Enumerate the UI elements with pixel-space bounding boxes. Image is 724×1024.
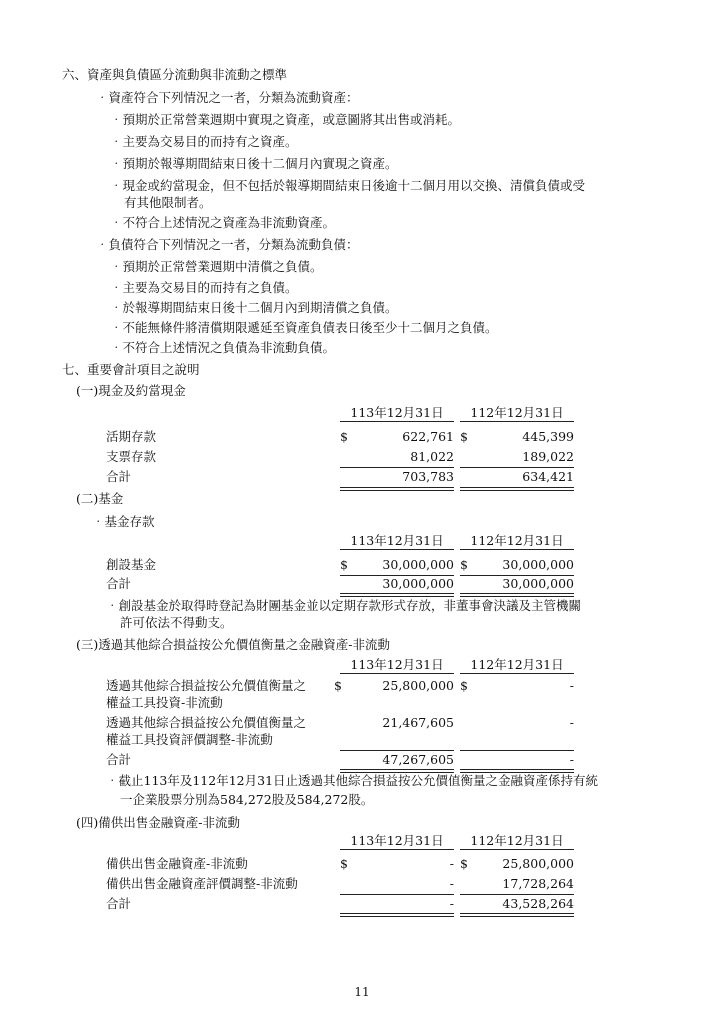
row-label: 透過其他綜合損益按公允價值衡量之: [106, 678, 307, 693]
liabilities-item: ‧不能無條件將清償期限遞延至資產負債表日後至少十二個月之負債。: [110, 320, 498, 335]
amount-cell: 17,728,264: [502, 876, 574, 891]
column-header: 113年12月31日: [340, 533, 454, 550]
column-header: 113年12月31日: [340, 657, 454, 674]
liabilities-item: ‧預期於正常營業週期中清償之負債。: [110, 259, 323, 274]
subtotal-rule: [460, 750, 574, 751]
assets-intro: ‧資產符合下列情況之一者，分類為流動資產：: [96, 90, 359, 105]
amount-cell: 25,800,000: [382, 678, 454, 693]
column-header: 113年12月31日: [340, 833, 454, 850]
total-amount: -: [569, 752, 574, 767]
liabilities-item: ‧於報導期間結束日後十二個月內到期清償之負債。: [110, 300, 398, 315]
assets-item: ‧主要為交易目的而持有之資產。: [110, 134, 298, 149]
total-amount: 47,267,605: [382, 752, 454, 767]
total-double-rule: [460, 593, 574, 597]
assets-item: ‧預期於正常營業週期中實現之資產，或意圖將其出售或消耗。: [110, 112, 461, 127]
total-amount: -: [449, 896, 454, 911]
subtotal-rule: [340, 894, 454, 895]
currency-symbol: $: [340, 429, 348, 444]
column-header: 112年12月31日: [460, 405, 574, 422]
fvoci-note: ‧截止113年及112年12月31日止透過其他綜合損益按公允價值衡量之金融資產係持有統: [106, 773, 599, 788]
row-label-continued: 權益工具投資-非流動: [106, 695, 223, 710]
total-double-rule: [460, 487, 574, 491]
currency-symbol: $: [340, 557, 348, 572]
section-6-title: 六、資產與負債區分流動與非流動之標準: [62, 67, 288, 82]
amount-cell: 21,467,605: [382, 715, 454, 730]
currency-symbol: $: [460, 557, 468, 572]
fund-note-continued: 許可依法不得動支。: [120, 615, 233, 630]
currency-symbol: $: [460, 678, 468, 693]
assets-item-continued: 有其他限制者。: [124, 195, 212, 210]
fvoci-note-continued: 一企業股票分別為584,272股及584,272股。: [120, 792, 374, 807]
amount-cell: -: [449, 856, 454, 871]
amount-cell: -: [569, 715, 574, 730]
liabilities-intro: ‧負債符合下列情況之一者，分類為流動負債：: [96, 237, 359, 252]
total-amount: 43,528,264: [502, 896, 574, 911]
total-double-rule: [460, 913, 574, 917]
column-header: 112年12月31日: [460, 533, 574, 550]
row-label: 活期存款: [106, 429, 157, 444]
currency-symbol: $: [460, 429, 468, 444]
column-header: 113年12月31日: [340, 405, 454, 422]
total-amount: 634,421: [522, 469, 574, 484]
currency-symbol: $: [334, 678, 342, 693]
column-header: 112年12月31日: [460, 833, 574, 850]
total-double-rule: [340, 913, 454, 917]
amount-cell: 189,022: [522, 449, 574, 464]
section-7-title: 七、重要會計項目之說明: [62, 362, 200, 377]
currency-symbol: $: [340, 856, 348, 871]
row-label: 透過其他綜合損益按公允價值衡量之: [106, 715, 307, 730]
subtotal-rule: [460, 467, 574, 468]
total-amount: 30,000,000: [382, 576, 454, 591]
currency-symbol: $: [460, 856, 468, 871]
amount-cell: 445,399: [522, 429, 574, 444]
amount-cell: 25,800,000: [502, 856, 574, 871]
row-label: 創設基金: [106, 557, 157, 572]
amount-cell: -: [449, 876, 454, 891]
total-label: 合計: [106, 752, 132, 767]
amount-cell: 30,000,000: [502, 557, 574, 572]
amount-cell: -: [569, 678, 574, 693]
afs-section-title: (四)備供出售金融資產-非流動: [76, 815, 240, 830]
total-label: 合計: [106, 896, 132, 911]
liabilities-item: ‧不符合上述情況之負債為非流動負債。: [110, 340, 336, 355]
subtotal-rule: [340, 750, 454, 751]
cash-section-title: (一)現金及約當現金: [76, 383, 186, 398]
fund-note: ‧創設基金於取得時登記為財團基金並以定期存款形式存放，非董事會決議及主管機關: [106, 598, 582, 613]
total-double-rule: [340, 487, 454, 491]
amount-cell: 622,761: [402, 429, 454, 444]
subtotal-rule: [460, 894, 574, 895]
fvoci-section-title: (三)透過其他綜合損益按公允價值衡量之金融資產-非流動: [76, 637, 390, 652]
total-amount: 703,783: [402, 469, 454, 484]
assets-item: ‧不符合上述情況之資產為非流動資產。: [110, 215, 336, 230]
page-number: 11: [354, 985, 370, 999]
assets-item: ‧預期於報導期間結束日後十二個月內實現之資產。: [110, 156, 398, 171]
assets-item: ‧現金或約當現金，但不包括於報導期間結束日後逾十二個月用以交換、清償負債或受: [110, 178, 586, 193]
fund-section-title: (二)基金: [76, 491, 124, 506]
total-amount: 30,000,000: [502, 576, 574, 591]
amount-cell: 30,000,000: [382, 557, 454, 572]
row-label-continued: 權益工具投資評價調整-非流動: [106, 732, 273, 747]
row-label: 備供出售金融資產評價調整-非流動: [106, 876, 298, 891]
liabilities-item: ‧主要為交易目的而持有之負債。: [110, 280, 298, 295]
row-label: 支票存款: [106, 449, 157, 464]
total-label: 合計: [106, 576, 132, 591]
column-header: 112年12月31日: [460, 657, 574, 674]
total-label: 合計: [106, 469, 132, 484]
fund-subtitle: ‧基金存款: [92, 514, 155, 529]
amount-cell: 81,022: [410, 449, 454, 464]
total-double-rule: [340, 593, 454, 597]
row-label: 備供出售金融資產-非流動: [106, 856, 248, 871]
subtotal-rule: [340, 467, 454, 468]
